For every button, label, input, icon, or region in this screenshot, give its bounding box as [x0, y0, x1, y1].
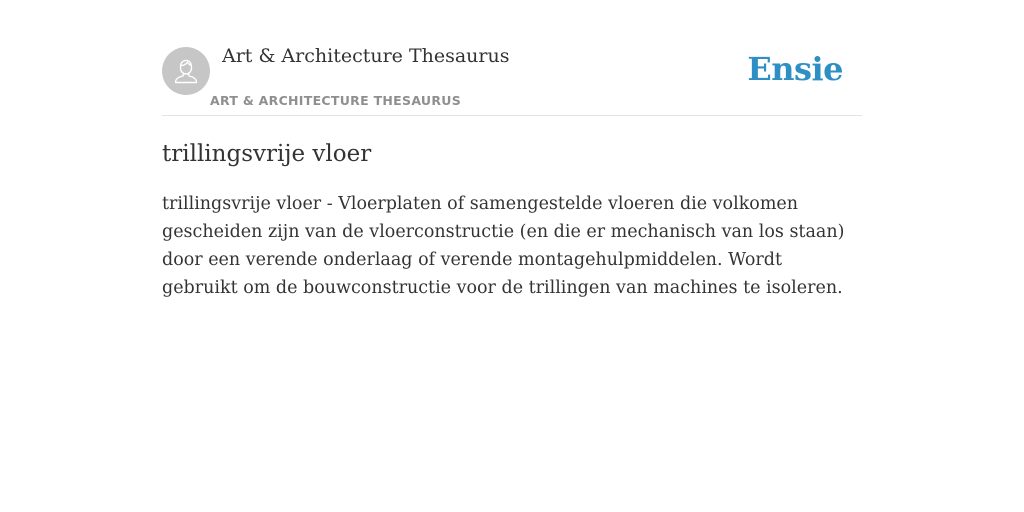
entry-content: [162, 138, 862, 302]
entry-definition: trillingsvrije vloer - Vloerplaten of samengestelde vloeren die volkomen gescheiden zijn van de vloerconstructie (en die er mechanisch van los staan) door een verende onderlaag of verende montagehulpmiddelen. Wordt gebruikt om de bouwconstructie voor de trillingen van machines te isoleren.: [162, 194, 845, 298]
header: [162, 0, 862, 116]
author-avatar[interactable]: [162, 47, 210, 95]
user-avatar-icon: [171, 56, 201, 86]
author-subtitle: ART & ARCHITECTURE THESAURUS: [210, 93, 462, 108]
brand-logo[interactable]: Ensie: [747, 50, 843, 88]
author-name[interactable]: Art & Architecture Thesaurus: [222, 45, 510, 67]
entry-title: trillingsvrije vloer: [162, 141, 372, 167]
